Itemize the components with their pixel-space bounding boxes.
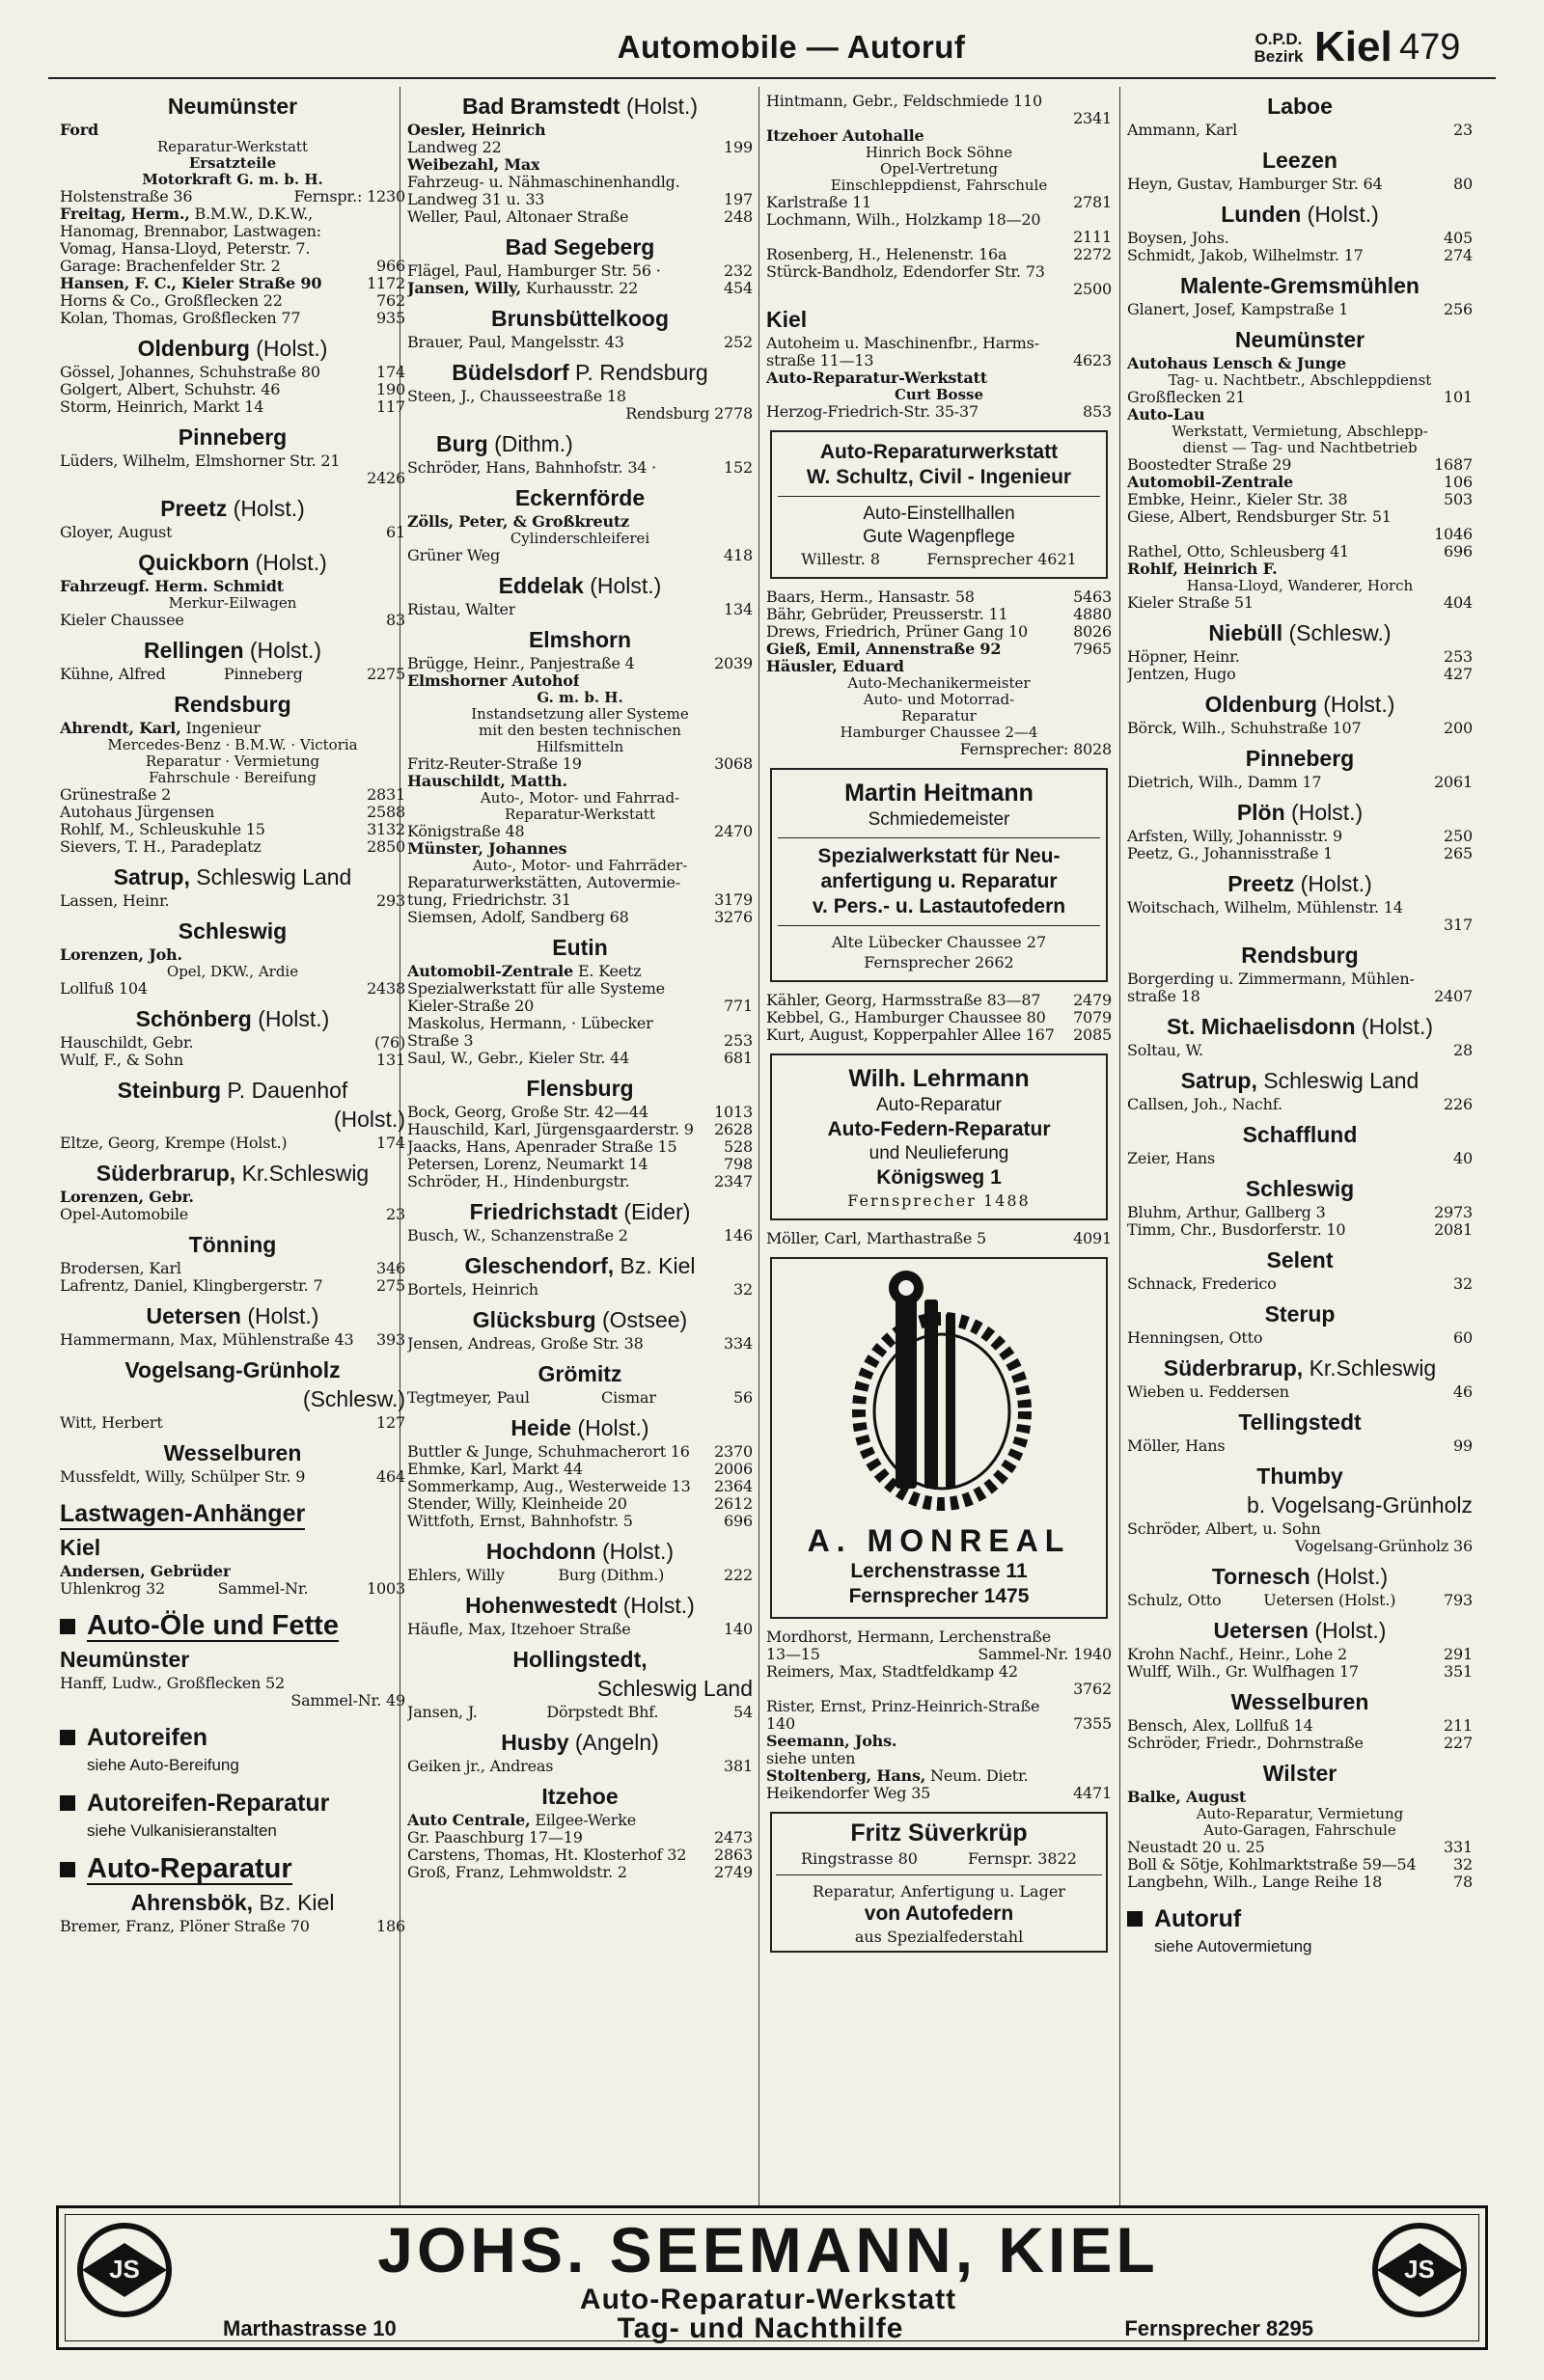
- listing-entry: Hansen, F. C., Kieler Straße 90 1172: [60, 274, 405, 292]
- place-heading: Vogelsang-Grünholz: [124, 1357, 341, 1382]
- listing-entry: Saul, W., Gebr., Kieler Str. 44 681: [407, 1049, 753, 1067]
- listing-entry: Schulz, Otto Uetersen (Holst.) 793: [1127, 1591, 1473, 1609]
- column-divider: [1119, 87, 1120, 2209]
- place-heading: St. Michaelisdonn (Holst.): [1166, 1014, 1434, 1039]
- page-title: Automobile — Autoruf: [617, 29, 966, 65]
- place-heading: Plön (Holst.): [1236, 800, 1364, 825]
- banner-company-name: JOHS. SEEMANN, KIEL: [377, 2214, 1159, 2285]
- place-heading: Preetz (Holst.): [1227, 871, 1372, 896]
- listing-entry: Timm, Chr., Busdorferstr. 10 2081: [1127, 1220, 1473, 1239]
- listing-entry: Maskolus, Hermann, · Lübecker: [407, 1015, 653, 1032]
- directory-page: [48, 23, 1496, 2358]
- banner-service: Tag- und Nachthilfe: [617, 2312, 904, 2344]
- listing-entry: Schröder, Hans, Bahnhofstr. 34 · 152: [407, 458, 753, 477]
- banner-phone: Fernsprecher 8295: [1124, 2316, 1313, 2340]
- place-heading: Malente-Gremsmühlen: [1180, 273, 1420, 298]
- place-heading: Satrup, Schleswig Land: [1180, 1068, 1420, 1093]
- seemann-banner-ad: [56, 2205, 1488, 2350]
- listing-entry: Hauschild, Karl, Jürgensgaarderstr. 9 2628: [407, 1120, 753, 1138]
- banner-street: Marthastrasse 10: [223, 2316, 397, 2340]
- listing-entry: Höpner, Heinr. 253: [1127, 647, 1473, 666]
- listing-entry: Bremer, Franz, Plöner Straße 70 186: [60, 1917, 405, 1935]
- listing-entry: Seemann, Johs.: [766, 1733, 897, 1750]
- place-heading: Neumünster: [60, 1647, 190, 1672]
- banner-tagline: Auto-Reparatur-Werkstatt: [579, 2284, 957, 2315]
- place-heading: Husby (Angeln): [501, 1730, 659, 1755]
- listing-entry: Balke, August: [1127, 1789, 1247, 1806]
- banner-contact-line: [223, 2312, 1313, 2344]
- place-heading: Quickborn (Holst.): [138, 550, 327, 575]
- listing-entry: Hammermann, Max, Mühlenstraße 43 393: [60, 1330, 405, 1349]
- place-heading: Preetz (Holst.): [160, 496, 305, 521]
- listing-entry: Jaacks, Hans, Apenrader Straße 15 528: [407, 1137, 753, 1156]
- listing-entry: Ehlers, Willy Burg (Dithm.) 222: [407, 1566, 753, 1584]
- square-bullet-icon: [60, 1730, 75, 1745]
- listing-entry: Schmidt, Jakob, Wilhelmstr. 17 274: [1127, 246, 1473, 264]
- listing-entry: Mussfeldt, Willy, Schülper Str. 9 464: [60, 1467, 405, 1486]
- listing-entry: Wittfoth, Ernst, Bahnhofstr. 5 696: [407, 1512, 753, 1530]
- listing-entry: Autohaus Lensch & Junge: [1127, 355, 1346, 372]
- place-heading: Schleswig: [178, 918, 288, 944]
- listing-entry: Jansen, Willy, Kurhausstr. 22 454: [407, 279, 753, 297]
- place-heading: Pinneberg: [1245, 746, 1355, 771]
- column-3: Hintmann, Gebr., Feldschmiede 110 2341 Itzehoer Autohalle Hinrich Bock Söhne Opel-Vertretung Einschleppdienst, Fahrschule Karlstraße 11 2781 Lochmann, Wilh., Holzkamp 18—20 2111 Rosenberg, H., Helenenstr. 16a 2272 Stürck-Bandholz, Edendorfer Str. 73 2500 Kiel Autoheim u. Maschinenfbr., Harms- straße 11—13 4623 Auto-Reparatur-Werkstatt Curt Bosse Herzog-Friedrich-Str. 35-37 853 Auto-Reparaturwerkstatt W. Schultz, Civil - Ingenieur Auto-Einstellhallen Gute Wagenpflege Willestr. 8 Fernsprecher 4621 Baars, Herm., Hansastr. 58 5463 Bähr, Gebrüder, Preusserstr. 11 4880 Drews, Friedrich, Prüner Gang 10 8026 Gieß, Emil, Annenstraße 92 7965 Häusler, Eduard Auto-Mechanikermeister Auto- und Motorrad- Reparatur Hamburger Chaussee 2—4 Fernsprecher: 8028 Martin Heitmann Schmiedemeister Spezialwerkstatt für Neu- anfertigung u. Reparatur v. Pers.- u. Lastautofedern Alte Lübecker Chaussee 27 Fernsprecher 2662 Kähler, Georg, Harmsstraße 83—87 2479 Kebbel, G., Hamburger Chaussee 80 7079 Kurt, August, Kopperpahler Allee 167 2085 Wilh. Lehrmann Auto-Reparatur Auto-Federn-Reparatur und Neulieferung Königsweg 1 Fernsprecher 1488 Möller, Carl, Marthastraße 5 4091 A. MONREAL Lerchenstrasse 11 Fernsprecher 1475 Mordhorst, Hermann, Lerchenstraße 13—15 Sammel-Nr. 1940 Reimers, Max, Stadtfeldkamp 42 3762 Rister, Ernst, Prinz-Heinrich-Straße 140 7355 Seemann, Johs. siehe unten Stoltenberg, Hans, Neum. Dietr. Heikendorfer Weg 35 4471 Fritz Süverkrüp Ringstrasse 80 Fernspr. 3822 Reparatur, Anfertigung u. Lager von Autofedern aus Spezialfederstahl: [766, 93, 1112, 2205]
- listing-entry: Kähler, Georg, Harmsstraße 83—87 2479: [766, 991, 1112, 1009]
- place-heading: Laboe: [1267, 94, 1333, 119]
- place-heading: Friedrichstadt (Eider): [469, 1199, 691, 1224]
- listing-entry: Dietrich, Wilh., Damm 17 2061: [1127, 773, 1473, 791]
- listing-entry: Oesler, Heinrich: [407, 122, 546, 139]
- place-heading: Rendsburg: [1241, 943, 1359, 968]
- listing-entry: Jansen, J. Dörpstedt Bhf. 54: [407, 1703, 753, 1721]
- place-heading: Wesselburen: [1230, 1689, 1369, 1714]
- ad-schultz: Auto-Reparaturwerkstatt W. Schultz, Civil - Ingenieur Auto-Einstellhallen Gute Wagenpflege Willestr. 8 Fernsprecher 4621: [770, 430, 1108, 579]
- listing-entry: Rathel, Otto, Schleusberg 41 696: [1127, 542, 1473, 561]
- listing-entry: Bluhm, Arthur, Gallberg 3 2973: [1127, 1203, 1473, 1221]
- listing-entry: Wulff, Wilh., Gr. Wulfhagen 17 351: [1127, 1662, 1473, 1681]
- square-bullet-icon: [60, 1862, 75, 1877]
- listing-entry: Buttler & Junge, Schuhmacherort 16 2370: [407, 1442, 753, 1461]
- listing-entry: Witt, Herbert 127: [60, 1413, 405, 1432]
- place-heading: Elmshorn: [528, 627, 632, 652]
- place-heading: Heide (Holst.): [510, 1415, 649, 1440]
- place-heading: Schafflund: [1242, 1122, 1358, 1147]
- place-heading: Tellingstedt: [1238, 1409, 1362, 1435]
- listing-entry: Baars, Herm., Hansastr. 58 5463: [766, 588, 1112, 606]
- listing-entry: Hintmann, Gebr., Feldschmiede 110: [766, 93, 1042, 110]
- listing-entry: Kurt, August, Kopperpahler Allee 167 2085: [766, 1026, 1112, 1044]
- listing-entry: Automobil-Zentrale E. Keetz: [407, 963, 642, 980]
- listing-entry: Storm, Heinrich, Markt 14 117: [60, 397, 405, 416]
- listing-entry: Bensch, Alex, Lollfuß 14 211: [1127, 1716, 1473, 1735]
- listing-entry: Häusler, Eduard: [766, 658, 904, 675]
- place-heading: Wilster: [1262, 1761, 1337, 1786]
- listing-entry: Heyn, Gustav, Hamburger Str. 64 80: [1127, 175, 1473, 193]
- place-heading: Selent: [1266, 1247, 1334, 1272]
- category-heading: Auto-Öle und Fette: [60, 1611, 405, 1642]
- district-city: Kiel: [1314, 23, 1392, 70]
- ad-lehrmann: Wilh. Lehrmann Auto-Reparatur Auto-Federn-Reparatur und Neulieferung Königsweg 1 Fernsprecher 1488: [770, 1053, 1108, 1220]
- listing-entry: Rohlf, M., Schleuskuhle 15 3132: [60, 820, 405, 838]
- listing-entry: Auto-Lau: [1127, 406, 1205, 424]
- listing-entry: Stoltenberg, Hans, Neum. Dietr.: [766, 1767, 1029, 1785]
- place-heading: Eutin: [552, 935, 608, 960]
- listing-entry: Groß, Franz, Lehmwoldstr. 2 2749: [407, 1863, 753, 1881]
- listing-entry: Stender, Willy, Kleinheide 20 2612: [407, 1494, 753, 1513]
- listing-entry: Glanert, Josef, Kampstraße 1 256: [1127, 300, 1473, 318]
- listing-entry: Andersen, Gebrüder: [60, 1563, 232, 1580]
- listing-entry: Ehmke, Karl, Markt 44 2006: [407, 1460, 753, 1478]
- listing-entry: Bortels, Heinrich 32: [407, 1280, 753, 1299]
- place-heading: Gleschendorf, Bz. Kiel: [464, 1253, 696, 1278]
- page-header: [48, 23, 1496, 81]
- listing-entry: Ahrendt, Karl, Ingenieur: [60, 720, 261, 737]
- place-heading: Lunden (Holst.): [1221, 202, 1379, 227]
- square-bullet-icon: [60, 1795, 75, 1811]
- place-heading: Burg (Dithm.): [436, 431, 573, 456]
- place-heading: Kiel: [766, 307, 808, 332]
- listing-entry: Peetz, G., Johannisstraße 1 265: [1127, 844, 1473, 862]
- listing-entry: Lassen, Heinr. 293: [60, 891, 405, 910]
- listing-entry: Drews, Friedrich, Prüner Gang 10 8026: [766, 622, 1112, 641]
- place-heading: Tönning: [188, 1232, 277, 1257]
- listing-entry: Gieß, Emil, Annenstraße 92 7965: [766, 640, 1112, 658]
- listing-entry: Geiken jr., Andreas 381: [407, 1757, 753, 1775]
- place-heading: Satrup, Schleswig Land: [113, 864, 352, 889]
- category-heading: Autoreifen-Reparatur: [60, 1789, 405, 1818]
- listing-entry: Lüders, Wilhelm, Elmshorner Str. 21: [60, 452, 341, 470]
- ad-heitmann: Martin Heitmann Schmiedemeister Spezialwerkstatt für Neu- anfertigung u. Reparatur v. Pers.- u. Lastautofedern Alte Lübecker Chaussee 27 Fernsprecher 2662: [770, 768, 1108, 982]
- place-heading: Pinneberg: [178, 424, 288, 450]
- place-heading: Hochdonn (Holst.): [485, 1539, 675, 1564]
- listing-entry: Tegtmeyer, Paul Cismar 56: [407, 1388, 753, 1407]
- column-4: Laboe Ammann, Karl 23 Leezen Heyn, Gustav, Hamburger Str. 64 80 Lunden (Holst.) Boysen, Johs. 405 Schmidt, Jakob, Wilhelmstr. 17 274 Malente-Gremsmühlen Glanert, Josef, Kampstraße 1 256 Neumünster Autohaus Lensch & Junge Tag- u. Nachtbetr., Abschleppdienst Großflecken 21 101 Auto-Lau Werkstatt, Vermietung, Abschlepp- dienst — Tag- und Nachtbetrieb Boostedter Straße 29 1687 Automobil-Zentrale 106 Embke, Heinr., Kieler Str. 38 503 Giese, Albert, Rendsburger Str. 51 1046 Rathel, Otto, Schleusberg 41 696 Rohlf, Heinrich F. Hansa-Lloyd, Wanderer, Horch Kieler Straße 51 404 Niebüll (Schlesw.) Höpner, Heinr. 253 Jentzen, Hugo 427 Oldenburg (Holst.) Börck, Wilh., Schuhstraße 107 200 Pinneberg Dietrich, Wilh., Damm 17 2061 Plön (Holst.) Arfsten, Willy, Johannisstr. 9 250 Peetz, G., Johannisstraße 1 265 Preetz (Holst.) Woitschach, Wilhelm, Mühlenstr. 14 317 Rendsburg Borgerding u. Zimmermann, Mühlen- straße 18 2407 St. Michaelisdonn (Holst.) Soltau, W. 28 Satrup, Schleswig Land Callsen, Joh., Nachf. 226 Schafflund Zeier, Hans 40 Schleswig Bluhm, Arthur, Gallberg 3 2973 Timm, Chr., Busdorferstr. 10 2081 Selent Schnack, Frederico 32 Sterup Henningsen, Otto 60 Süderbrarup, Kr.Schleswig Wieben u. Feddersen 46 Tellingstedt Möller, Hans 99 Thumby b. Vogelsang-Grünholz Schröder, Albert, u. Sohn Vogelsang-Grünholz 36 Tornesch (Holst.) Schulz, Otto Uetersen (Holst.) 793 Uetersen (Holst.) Krohn Nachf., Heinr., Lohe 2 291 Wulff, Wilh., Gr. Wulfhagen 17 351 Wesselburen Bensch, Alex, Lollfuß 14 211 Schröder, Friedr., Dohrnstraße 227 Wilster Balke, August Auto-Reparatur, Vermietung Auto-Garagen, Fahrschule Neustadt 20 u. 25 331 Boll & Sötje, Kohlmarktstraße 59—54 32 Langbehn, Wilh., Lange Reihe 18 78 Autoruf siehe Autovermietung: [1127, 94, 1473, 1956]
- listing-entry: Borgerding u. Zimmermann, Mühlen-: [1127, 971, 1415, 988]
- listing-entry: Hauschildt, Gebr. (76): [60, 1033, 405, 1052]
- leaf-spring-icon: [828, 1267, 1050, 1518]
- listing-entry: Rister, Ernst, Prinz-Heinrich-Straße: [766, 1698, 1040, 1715]
- listing-entry: Boll & Sötje, Kohlmarktstraße 59—54 32: [1127, 1855, 1473, 1874]
- listing-entry: Busch, W., Schanzenstraße 2 146: [407, 1226, 753, 1245]
- listing-entry: Elmshorner Autohof: [407, 672, 580, 690]
- listing-entry: Schröder, Albert, u. Sohn: [1127, 1520, 1321, 1538]
- listing-entry: Petersen, Lorenz, Neumarkt 14 798: [407, 1155, 753, 1173]
- listing-entry: Gössel, Johannes, Schuhstraße 80 174: [60, 363, 405, 381]
- listing-entry: Weller, Paul, Altonaer Straße 248: [407, 207, 753, 226]
- place-heading: Flensburg: [526, 1076, 634, 1101]
- listing-entry: Itzehoer Autohalle: [766, 127, 924, 145]
- category-heading: Autoruf: [1127, 1904, 1473, 1933]
- place-heading: Hollingstedt,: [512, 1647, 648, 1672]
- category-heading: Auto-Reparatur: [60, 1854, 405, 1885]
- listing-entry: Wieben u. Feddersen 46: [1127, 1382, 1473, 1401]
- seemann-logo-icon: [76, 2222, 173, 2318]
- listing-entry: Sommerkamp, Aug., Westerweide 13 2364: [407, 1477, 753, 1495]
- listing-entry: Mordhorst, Hermann, Lerchenstraße: [766, 1628, 1052, 1646]
- listing-entry: Soltau, W. 28: [1127, 1041, 1473, 1059]
- listing-entry: Kühne, Alfred Pinneberg 2275: [60, 665, 405, 683]
- listing-entry: Hauschildt, Matth.: [407, 773, 567, 790]
- seemann-logo-icon: [1371, 2222, 1468, 2318]
- listing-entry: Schröder, Friedr., Dohrnstraße 227: [1127, 1734, 1473, 1752]
- ad-monreal: A. MONREAL Lerchenstrasse 11 Fernsprecher 1475: [770, 1257, 1108, 1619]
- listing-entry: Wulf, F., & Sohn 131: [60, 1051, 405, 1069]
- column-divider: [758, 87, 759, 2209]
- listing-entry: Häufle, Max, Itzehoer Straße 140: [407, 1620, 753, 1638]
- listing-entry: Ristau, Walter 134: [407, 600, 753, 618]
- listing-entry: Autoheim u. Maschinenfbr., Harms-: [766, 335, 1039, 352]
- listing-entry: Lorenzen, Joh.: [60, 946, 182, 964]
- listing-entry: Boysen, Johs. 405: [1127, 229, 1473, 247]
- place-heading: Neumünster: [167, 94, 298, 119]
- place-heading: Brunsbüttelkoog: [491, 306, 669, 331]
- place-heading: Oldenburg (Holst.): [1204, 692, 1395, 717]
- listing-entry: Brodersen, Karl 346: [60, 1259, 405, 1277]
- listing-entry: Jensen, Andreas, Große Str. 38 334: [407, 1334, 753, 1353]
- listing-entry: Steen, J., Chausseestraße 18: [407, 388, 626, 405]
- listing-entry: Kolan, Thomas, Großflecken 77 935: [60, 309, 405, 327]
- listing-entry: Möller, Carl, Marthastraße 5 4091: [766, 1229, 1112, 1247]
- place-heading: Neumünster: [1234, 327, 1365, 352]
- place-heading: Steinburg P. Dauenhof: [117, 1078, 348, 1103]
- place-heading: Niebüll (Schlesw.): [1208, 620, 1392, 645]
- listing-entry: Hanff, Ludw., Großflecken 52: [60, 1675, 286, 1692]
- listing-entry: Jentzen, Hugo 427: [1127, 665, 1473, 683]
- listing-entry: Reimers, Max, Stadtfeldkamp 42: [766, 1663, 1018, 1681]
- listing-entry: Carstens, Thomas, Ht. Klosterhof 32 2863: [407, 1846, 753, 1864]
- listing-entry: Münster, Johannes: [407, 840, 567, 858]
- place-heading: Itzehoe: [541, 1784, 619, 1809]
- place-heading: Wesselburen: [163, 1440, 302, 1465]
- listing-entry: Golgert, Albert, Schuhstr. 46 190: [60, 380, 405, 398]
- listing-entry: Ammann, Karl 23: [1127, 121, 1473, 139]
- listing-entry: Gloyer, August 61: [60, 523, 405, 541]
- place-heading: Leezen: [1262, 148, 1337, 173]
- listing-entry: Arfsten, Willy, Johannisstr. 9 250: [1127, 827, 1473, 845]
- listing-entry: Woitschach, Wilhelm, Mühlenstr. 14: [1127, 899, 1403, 916]
- listing-entry: Langbehn, Wilh., Lange Reihe 18 78: [1127, 1873, 1473, 1891]
- listing-entry: Lafrentz, Daniel, Klingbergerstr. 7 275: [60, 1276, 405, 1295]
- place-heading: Süderbrarup, Kr.Schleswig: [1163, 1355, 1437, 1381]
- listing-entry: Auto-Reparatur-Werkstatt: [766, 369, 987, 387]
- place-heading: Grömitz: [538, 1361, 622, 1386]
- listing-entry: Automobil-Zentrale 106: [1127, 473, 1473, 491]
- page-number: 479: [1399, 27, 1461, 68]
- place-heading: Schleswig: [1245, 1176, 1355, 1201]
- column-2: Bad Bramstedt (Holst.) Oesler, Heinrich Landweg 22 199 Weibezahl, Max Fahrzeug- u. Nähmaschinenhandlg. Landweg 31 u. 33 197 Weller, Paul, Altonaer Straße 248 Bad Segeberg Flägel, Paul, Hamburger Str. 56 · 232 Jansen, Willy, Kurhausstr. 22 454 Brunsbüttelkoog Brauer, Paul, Mangelsstr. 43 252 Büdelsdorf P. Rendsburg Steen, J., Chausseestraße 18 Rendsburg 2778 Burg (Dithm.) Schröder, Hans, Bahnhofstr. 34 · 152 Eckernförde Zölls, Peter, & Großkreutz Cylinderschleiferei Grüner Weg 418 Eddelak (Holst.) Ristau, Walter 134 Elmshorn Brügge, Heinr., Panjestraße 4 2039 Elmshorner Autohof G. m. b. H. Instandsetzung aller Systeme mit den besten technischen Hilfsmitteln Fritz-Reuter-Straße 19 3068 Hauschildt, Matth. Auto-, Motor- und Fahrrad- Reparatur-Werkstatt Königstraße 48 2470 Münster, Johannes Auto-, Motor- und Fahrräder- Reparaturwerkstätten, Autovermie- tung, Friedrichstr. 31 3179 Siemsen, Adolf, Sandberg 68 3276 Eutin Automobil-Zentrale E. Keetz Spezialwerkstatt für alle Systeme Kieler-Straße 20 771 Maskolus, Hermann, · Lübecker Straße 3 253 Saul, W., Gebr., Kieler Str. 44 681 Flensburg Bock, Georg, Große Str. 42—44 1013 Hauschild, Karl, Jürgensgaarderstr. 9 2628 Jaacks, Hans, Apenrader Straße 15 528 Petersen, Lorenz, Neumarkt 14 798 Schröder, H., Hindenburgstr. 2347 Friedrichstadt (Eider) Busch, W., Schanzenstraße 2 146 Gleschendorf, Bz. Kiel Bortels, Heinrich 32 Glücksburg (Ostsee) Jensen, Andreas, Große Str. 38 334 Grömitz Tegtmeyer, Paul Cismar 56 Heide (Holst.) Buttler & Junge, Schuhmacherort 16 2370 Ehmke, Karl, Markt 44 2006 Sommerkamp, Aug., Westerweide 13 2364 Stender, Willy, Kleinheide 20 2612 Wittfoth, Ernst, Bahnhofstr. 5 696 Hochdonn (Holst.) Ehlers, Willy Burg (Dithm.) 222 Hohenwestedt (Holst.) Häufle, Max, Itzehoer Straße 140 Hollingstedt, Schleswig Land Jansen, J. Dörpstedt Bhf. 54 Husby (Angeln) Geiken jr., Andreas 381 Itzehoe Auto Centrale, Eilgee-Werke Gr. Paaschburg 17—19 2473 Carstens, Thomas, Ht. Klosterhof 32 2863 Groß, Franz, Lehmwoldstr. 2 2749: [407, 94, 753, 1881]
- place-heading: Ahrensbök, Bz. Kiel: [130, 1890, 335, 1915]
- place-heading: Uetersen (Holst.): [146, 1303, 319, 1328]
- listing-entry: Rohlf, Heinrich F.: [1127, 561, 1278, 578]
- listing-entry: Siemsen, Adolf, Sandberg 68 3276: [407, 908, 753, 926]
- listing-entry: Bähr, Gebrüder, Preusserstr. 11 4880: [766, 605, 1112, 623]
- listing-entry: Freitag, Herm., B.M.W., D.K.W.,: [60, 205, 313, 223]
- place-heading: Tornesch (Holst.): [1211, 1564, 1389, 1589]
- place-heading: Süderbrarup, Kr.Schleswig: [96, 1161, 370, 1186]
- listing-entry: Lochmann, Wilh., Holzkamp 18—20: [766, 211, 1041, 229]
- place-heading: Uetersen (Holst.): [1213, 1618, 1387, 1643]
- listing-entry: Eltze, Georg, Krempe (Holst.) 174: [60, 1134, 405, 1152]
- place-heading: Schönberg (Holst.): [135, 1006, 330, 1031]
- place-heading: Hohenwestedt (Holst.): [465, 1593, 695, 1618]
- place-heading: Bad Bramstedt (Holst.): [461, 94, 699, 119]
- ad-suever: Fritz Süverkrüp Ringstrasse 80 Fernspr. 3822 Reparatur, Anfertigung u. Lager von Autofedern aus Spezialfederstahl: [770, 1812, 1108, 1953]
- listing-entry: Bock, Georg, Große Str. 42—44 1013: [407, 1103, 753, 1121]
- listing-entry: Henningsen, Otto 60: [1127, 1328, 1473, 1347]
- listing-entry: Ford: [60, 122, 98, 139]
- listing-entry: Brauer, Paul, Mangelsstr. 43 252: [407, 333, 753, 351]
- place-heading: Büdelsdorf P. Rendsburg: [452, 360, 708, 385]
- listing-entry: Zeier, Hans 40: [1127, 1149, 1473, 1167]
- listing-entry: Giese, Albert, Rendsburger Str. 51: [1127, 508, 1392, 526]
- listing-entry: Callsen, Joh., Nachf. 226: [1127, 1095, 1473, 1113]
- category-heading: Lastwagen-Anhänger: [60, 1499, 405, 1530]
- listing-entry: Lorenzen, Gebr.: [60, 1189, 194, 1206]
- listing-entry: Brügge, Heinr., Panjestraße 4 2039: [407, 654, 753, 672]
- listing-entry: Horns & Co., Großflecken 22 762: [60, 291, 405, 310]
- place-heading: Rellingen (Holst.): [143, 638, 322, 663]
- listing-entry: Stürck-Bandholz, Edendorfer Str. 73: [766, 263, 1045, 281]
- svg-text:JS: JS: [1404, 2255, 1435, 2284]
- square-bullet-icon: [1127, 1911, 1143, 1927]
- header-divider: [48, 77, 1496, 79]
- listing-entry: Börck, Wilh., Schuhstraße 107 200: [1127, 719, 1473, 737]
- place-heading: Rendsburg: [174, 692, 291, 717]
- listing-entry: Fahrzeugf. Herm. Schmidt: [60, 578, 284, 595]
- listing-entry: Weibezahl, Max: [407, 156, 540, 174]
- listing-entry: Flägel, Paul, Hamburger Str. 56 · 232: [407, 261, 753, 280]
- listing-entry: Schnack, Frederico 32: [1127, 1274, 1473, 1293]
- listing-entry: Kebbel, G., Hamburger Chaussee 80 7079: [766, 1008, 1112, 1026]
- listing-entry: Rosenberg, H., Helenenstr. 16a 2272: [766, 245, 1112, 263]
- listing-entry: Autohaus Jürgensen 2588: [60, 803, 405, 821]
- place-heading: Glücksburg (Ostsee): [472, 1307, 688, 1332]
- place-heading: Oldenburg (Holst.): [137, 336, 328, 361]
- listing-entry: Krohn Nachf., Heinr., Lohe 2 291: [1127, 1645, 1473, 1663]
- category-heading: Autoreifen: [60, 1723, 405, 1752]
- listing-entry: Sievers, T. H., Paradeplatz 2850: [60, 837, 405, 856]
- listing-entry: Zölls, Peter, & Großkreutz: [407, 513, 629, 531]
- column-1: Neumünster Ford Reparatur-Werkstatt Ersatzteile Motorkraft G. m. b. H. Holstenstraße 36 Fernspr.: 1230 Freitag, Herm., B.M.W., D.K.W., Hanomag, Brennabor, Lastwagen: Vomag, Hansa-Lloyd, Peterstr. 7. Garage: Brachenfelder Str. 2 966 Hansen, F. C., Kieler Straße 90 1172 Horns & Co., Großflecken 22 762 Kolan, Thomas, Großflecken 77 935 Oldenburg (Holst.) Gössel, Johannes, Schuhstraße 80 174 Golgert, Albert, Schuhstr. 46 190 Storm, Heinrich, Markt 14 117 Pinneberg Lüders, Wilhelm, Elmshorner Str. 21 2426 Preetz (Holst.) Gloyer, August 61 Quickborn (Holst.) Fahrzeugf. Herm. Schmidt Merkur-Eilwagen Kieler Chaussee 83 Rellingen (Holst.) Kühne, Alfred Pinneberg 2275 Rendsburg Ahrendt, Karl, Ingenieur Mercedes-Benz · B.M.W. · Victoria Reparatur · Vermietung Fahrschule · Bereifung Grünestraße 2 2831 Autohaus Jürgensen 2588 Rohlf, M., Schleuskuhle 15 3132 Sievers, T. H., Paradeplatz 2850 Satrup, Schleswig Land Lassen, Heinr. 293 Schleswig Lorenzen, Joh. Opel, DKW., Ardie Lollfuß 104 2438 Schönberg (Holst.) Hauschildt, Gebr. (76) Wulf, F., & Sohn 131 Steinburg P. Dauenhof (Holst.) Eltze, Georg, Krempe (Holst.) 174 Süderbrarup, Kr.Schleswig Lorenzen, Gebr. Opel-Automobile 23 Tönning Brodersen, Karl 346 Lafrentz, Daniel, Klingbergerstr. 7 275 Uetersen (Holst.) Hammermann, Max, Mühlenstraße 43 393 Vogelsang-Grünholz (Schlesw.) Witt, Herbert 127 Wesselburen Mussfeldt, Willy, Schülper Str. 9 464 Lastwagen-Anhänger Kiel Andersen, Gebrüder Uhlenkrog 32 Sammel-Nr. 1003 Auto-Öle und Fette Neumünster Hanff, Ludw., Großflecken 52 Sammel-Nr. 49 Autoreifen siehe Auto-Bereifung Autoreifen-Reparatur siehe Vulkanisieranstalten Auto-Reparatur Ahrensbök, Bz. Kiel Bremer, Franz, Plöner Straße 70 186: [60, 94, 405, 1935]
- place-heading: Kiel: [60, 1535, 101, 1560]
- place-heading: Bad Segeberg: [505, 234, 655, 260]
- square-bullet-icon: [60, 1619, 75, 1634]
- listing-entry: Auto Centrale, Eilgee-Werke: [407, 1812, 636, 1829]
- place-heading: Eckernförde: [514, 485, 646, 510]
- place-heading: Thumby: [1256, 1464, 1343, 1489]
- listing-entry: Möller, Hans 99: [1127, 1436, 1473, 1455]
- listing-entry: Schröder, H., Hindenburgstr. 2347: [407, 1172, 753, 1190]
- place-heading: Sterup: [1264, 1301, 1336, 1327]
- place-heading: Eddelak (Holst.): [498, 573, 662, 598]
- svg-text:JS: JS: [109, 2255, 140, 2284]
- district-label: O.P.D. Bezirk: [1254, 30, 1304, 66]
